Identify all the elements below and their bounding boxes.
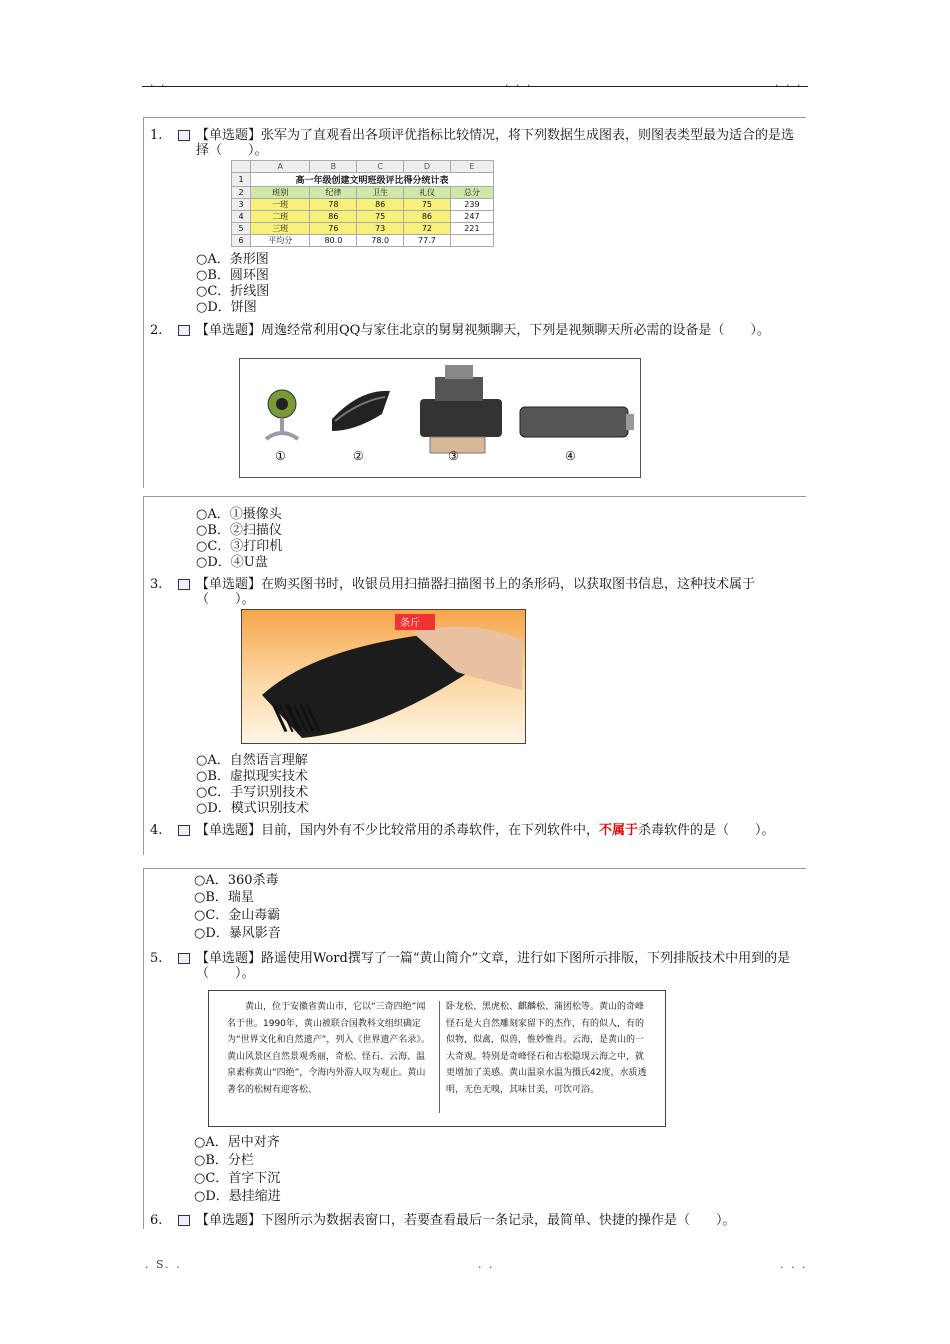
question-checkbox[interactable] [178, 825, 190, 836]
col-header: A [251, 161, 310, 173]
cell [450, 235, 493, 247]
option-b[interactable]: ○B．瑞星 [194, 890, 254, 905]
article-column-1: 黄山，位于安徽省黄山市，它以“三奇四绝”闻名于世。1990年，黄山被联合国教科文组织确定为“世界文化和自然遗产”，列入《世界遗产名录》。 黄山风景区自然景观秀丽，奇松、怪石、云海、温泉素称黄山“四绝”，令海内外游人叹为观止。黄山著名的松树有迎客松、 [227, 1002, 444, 1095]
question-number: 3. [150, 577, 163, 592]
cell: 78 [310, 199, 357, 211]
question-checkbox[interactable] [178, 579, 190, 590]
option-d[interactable]: ○D．悬挂缩进 [194, 1189, 281, 1204]
header-left: . . [150, 76, 167, 89]
footer-right: . . . [780, 1258, 808, 1271]
article-column-2: 卧龙松、黑虎松、麒麟松、蒲团松等。黄山的奇峰怪石是大自然雕刻家留下的杰作，有的似人，有的似物，似禽，似兽，惟妙惟肖。云海，是黄山的一大奇观。特别是奇峰怪石和古松隐现云海之中，就更增加了美感。黄山温泉水温为摄氏42度，水质透明，无色无嗅，其味甘美，可饮可浴。 [446, 1002, 647, 1095]
cell: 86 [357, 199, 404, 211]
webcam-icon [266, 390, 298, 439]
printer-icon [420, 365, 502, 453]
option-c[interactable]: ○C．首字下沉 [194, 1171, 281, 1186]
barcode-scanner-image [241, 609, 526, 744]
emphasis-text: 不属于 [599, 823, 639, 838]
spreadsheet-image [231, 160, 494, 247]
option-c[interactable]: ○C．金山毒霸 [194, 908, 281, 923]
cell: 卫生 [357, 187, 404, 199]
option-c[interactable]: ○C．③打印机 [196, 539, 283, 554]
question-text: 【单选题】下图所示为数据表窗口，若要查看最后一条记录，最简单、快捷的操作是（ ）。 [196, 1213, 736, 1228]
option-a[interactable]: ○A．360杀毒 [194, 873, 279, 888]
header-rule [142, 86, 808, 87]
question-text: 【单选题】周逸经常利用QQ与家住北京的舅舅视频聊天，下列是视频聊天所必需的设备是（ ）。 [196, 323, 770, 338]
question-text-post: 杀毒软件的是（ ）。 [638, 823, 775, 838]
option-d[interactable]: ○D．④U盘 [196, 555, 268, 570]
cell: 86 [404, 211, 451, 223]
question-block-1 [143, 117, 806, 488]
footer-center: . . [478, 1258, 495, 1271]
cell: 三班 [251, 223, 310, 235]
cell: 二班 [251, 211, 310, 223]
cell: 76 [310, 223, 357, 235]
header-center: . . . [505, 76, 533, 89]
cell: 78.0 [357, 235, 404, 247]
footer-left: . S. . [145, 1258, 182, 1271]
question-checkbox[interactable] [178, 325, 190, 336]
col-header: C [357, 161, 404, 173]
device-label: ④ [565, 449, 576, 463]
question-number: 5. [150, 951, 163, 966]
cell: 75 [404, 199, 451, 211]
devices-illustration [240, 359, 640, 477]
cell: 纪律 [310, 187, 357, 199]
option-a[interactable]: ○A．条形图 [196, 252, 269, 267]
cell: 一班 [251, 199, 310, 211]
spreadsheet-table: A B C D E 1 高一年级创建文明班级评比得分统计表 2 班别 纪律 卫生 礼仪 总分 3 一班 78 86 75 239 4 二班 86 75 86 247 5 三班 76 73 72 221 6 平均分 80.0 78.0 77.7 [231, 160, 494, 247]
question-number: 1. [150, 128, 163, 143]
device-label: ③ [448, 449, 459, 463]
device-label: ① [275, 449, 286, 463]
cell: 73 [357, 223, 404, 235]
option-c[interactable]: ○C．手写识别技术 [196, 785, 309, 800]
scanner-icon [332, 391, 390, 431]
column-divider [439, 1001, 440, 1113]
header-right: . . . [775, 76, 803, 89]
device-label: ② [353, 449, 364, 463]
barcode-scanner-illustration [242, 610, 525, 743]
option-b[interactable]: ○B．②扫描仪 [196, 523, 282, 538]
cell: 礼仪 [404, 187, 451, 199]
image-badge: 条斤 [400, 618, 420, 629]
usb-drive-icon [520, 407, 634, 437]
cell: 平均分 [251, 235, 310, 247]
question-number: 2. [150, 323, 163, 338]
col-header: B [310, 161, 357, 173]
sheet-title: 高一年级创建文明班级评比得分统计表 [251, 173, 494, 187]
option-b[interactable]: ○B．虚拟现实技术 [196, 769, 308, 784]
option-b[interactable]: ○B．圆环图 [196, 268, 269, 283]
cell: 247 [450, 211, 493, 223]
cell: 72 [404, 223, 451, 235]
article-layout-image [208, 990, 666, 1127]
option-a[interactable]: ○A．①摄像头 [196, 507, 282, 522]
question-block-3 [143, 868, 806, 1229]
question-text [196, 823, 806, 838]
cell: 总分 [450, 187, 493, 199]
cell: 77.7 [404, 235, 451, 247]
cell: 班别 [251, 187, 310, 199]
cell: 86 [310, 211, 357, 223]
option-c[interactable]: ○C．折线图 [196, 284, 270, 299]
question-text: 【单选题】在购买图书时，收银员用扫描器扫描图书上的条形码，以获取图书信息，这种技术属于（ ）。 [196, 577, 756, 607]
question-text: 【单选题】路遥使用Word撰写了一篇“黄山简介”文章，进行如下图所示排版，下列排版技术中用到的是（ ）。 [196, 951, 791, 981]
option-d[interactable]: ○D．饼图 [196, 300, 257, 315]
question-text: 【单选题】张军为了直观看出各项评优指标比较情况，将下列数据生成图表，则图表类型最为适合的是选择（ ）。 [196, 128, 795, 158]
cell: 239 [450, 199, 493, 211]
option-b[interactable]: ○B．分栏 [194, 1153, 254, 1168]
option-d[interactable]: ○D．暴风影音 [194, 926, 281, 941]
option-d[interactable]: ○D．模式识别技术 [196, 801, 309, 816]
question-checkbox[interactable] [178, 953, 190, 964]
devices-image [239, 358, 641, 478]
cell: 80.0 [310, 235, 357, 247]
cell: 75 [357, 211, 404, 223]
col-header: D [404, 161, 451, 173]
question-checkbox[interactable] [178, 130, 190, 141]
question-block-2 [143, 496, 806, 855]
question-checkbox[interactable] [178, 1215, 190, 1226]
option-a[interactable]: ○A．自然语言理解 [196, 753, 308, 768]
option-a[interactable]: ○A．居中对齐 [194, 1135, 280, 1150]
question-number: 6. [150, 1213, 163, 1228]
question-number: 4. [150, 823, 163, 838]
question-text-pre: 【单选题】目前，国内外有不少比较常用的杀毒软件，在下列软件中， [196, 823, 600, 838]
col-header: E [450, 161, 493, 173]
cell: 221 [450, 223, 493, 235]
